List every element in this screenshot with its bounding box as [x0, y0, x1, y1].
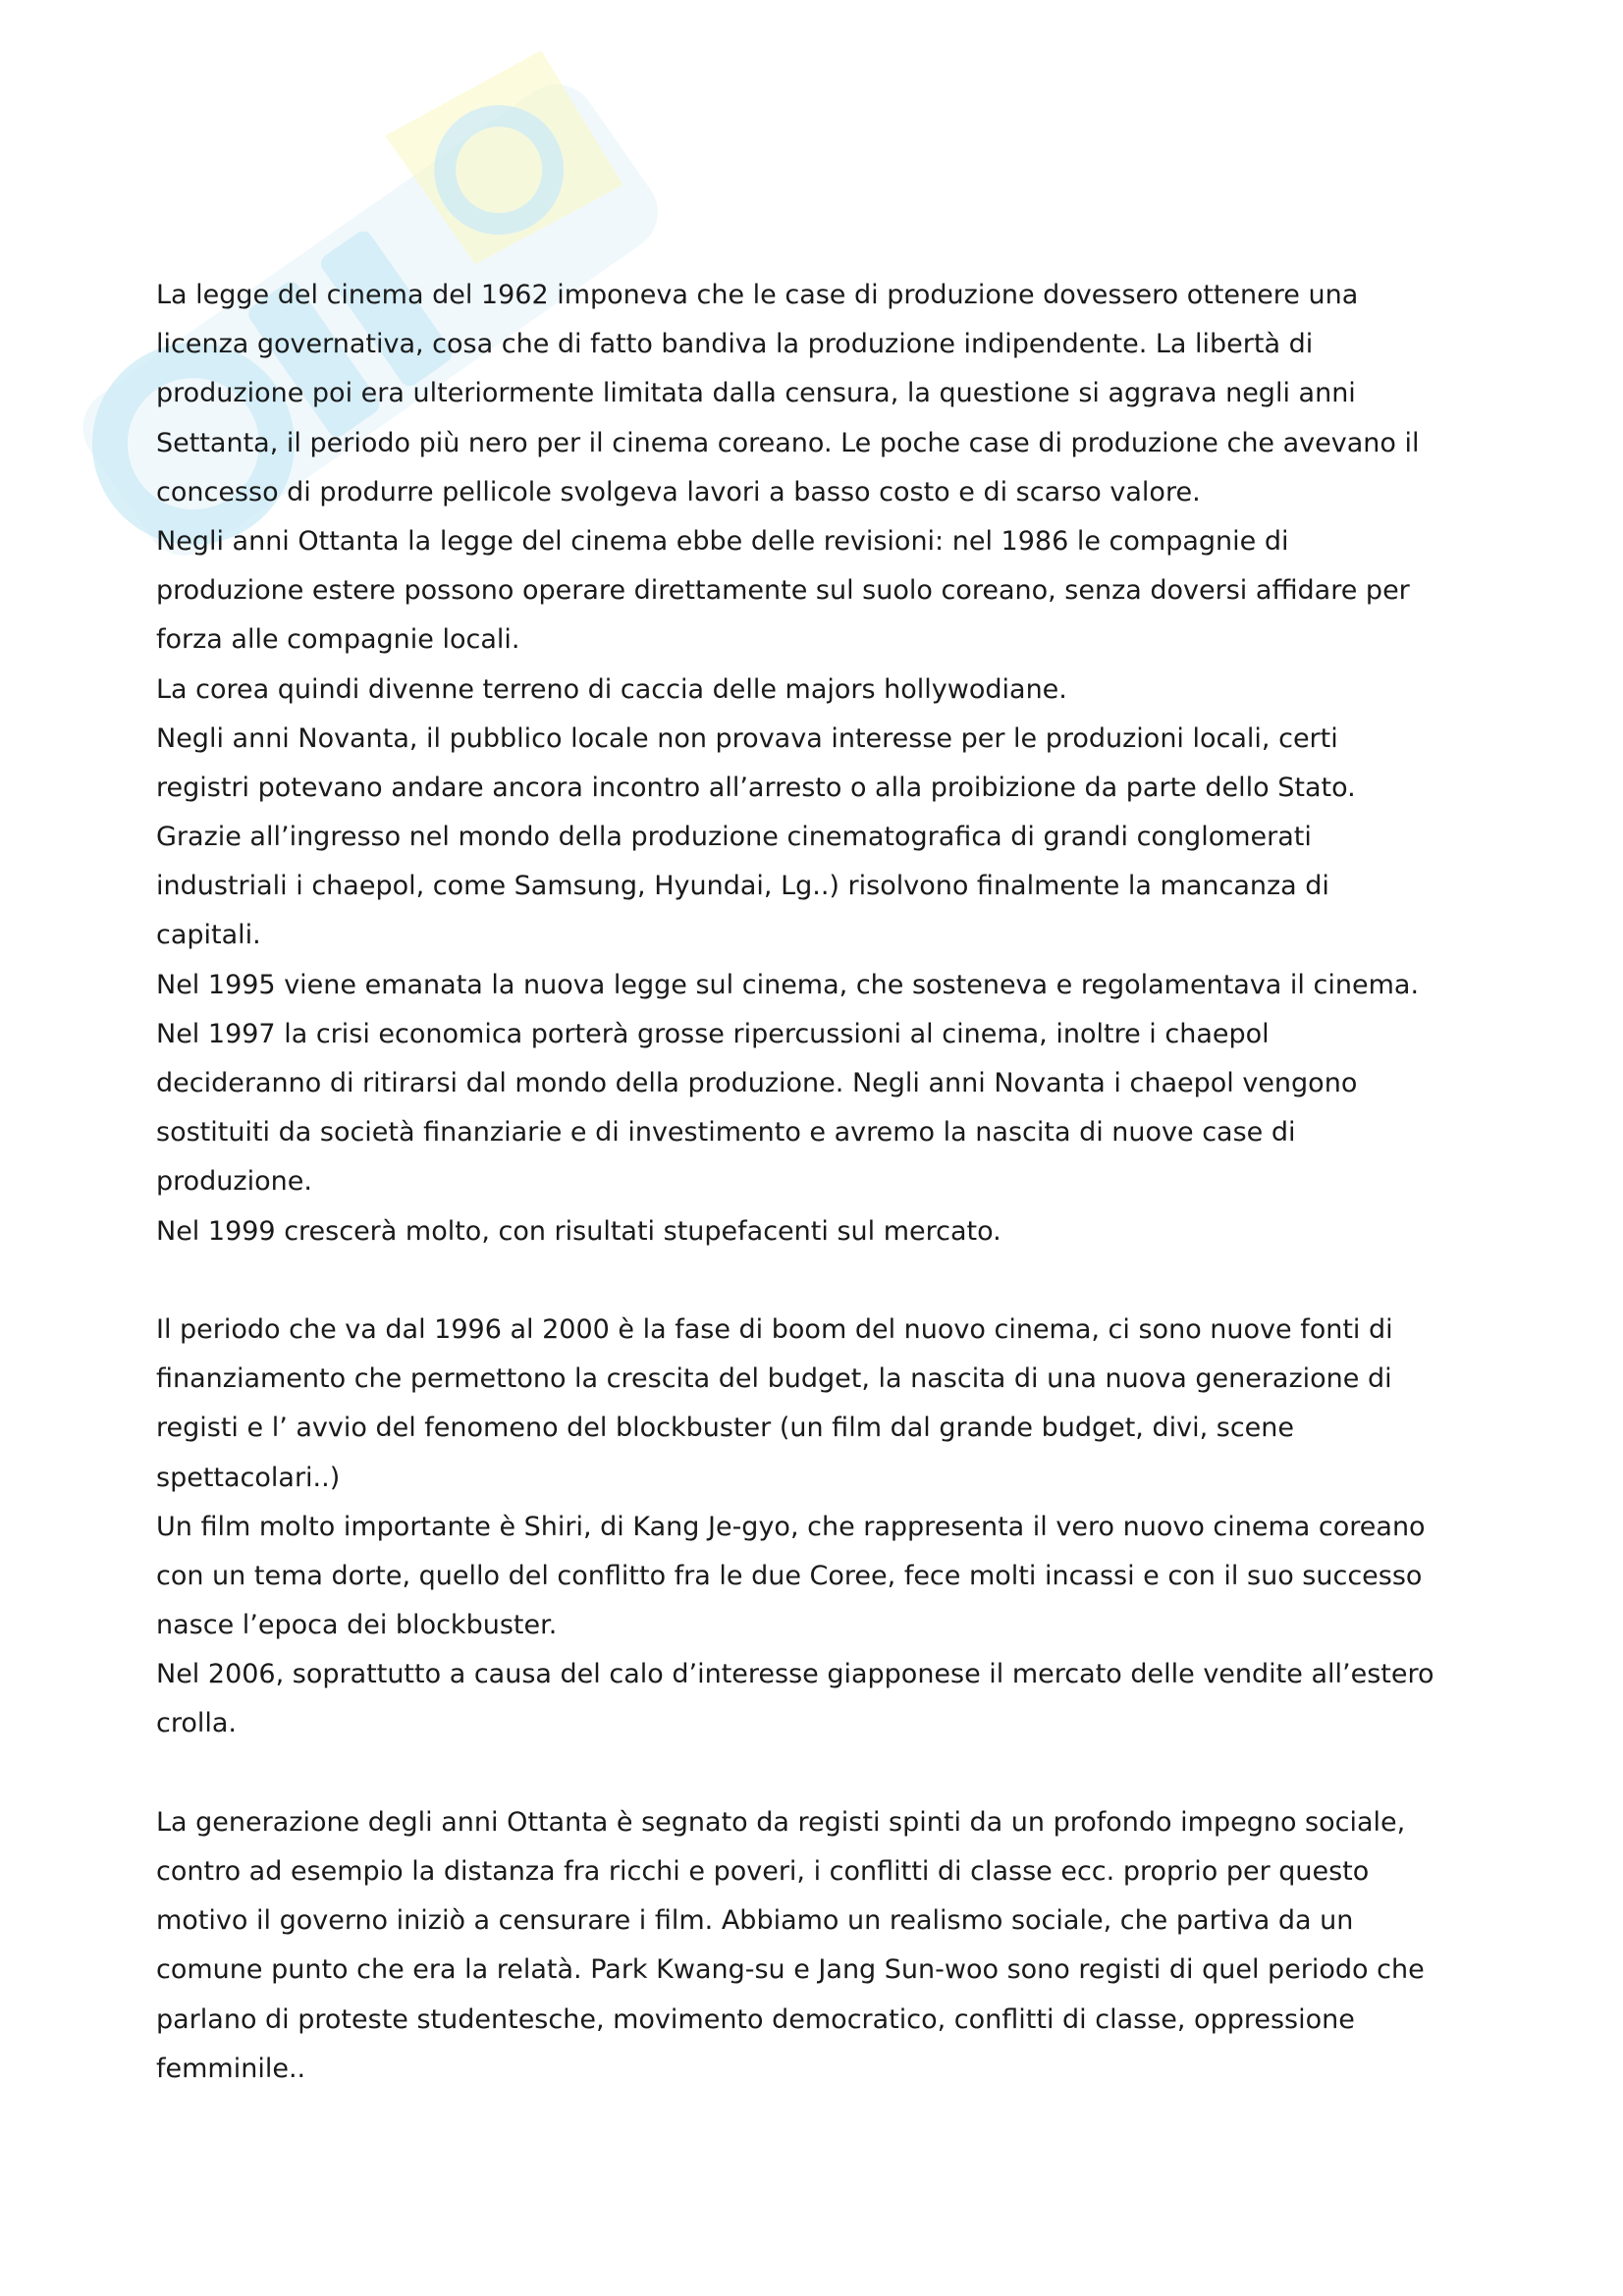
- text-line: motivo il governo iniziò a censurare i film. Abbiamo un realismo sociale, che partiva da un: [156, 1905, 1354, 1937]
- text-line: Settanta, il periodo più nero per il cinema coreano. Le poche case di produzione che avevano il: [156, 427, 1420, 458]
- text-line: Nel 1997 la crisi economica porterà grosse ripercussioni al cinema, inoltre i chaepol: [156, 1018, 1270, 1049]
- text-line: capitali.: [156, 920, 261, 951]
- text-line: spettacolari..): [156, 1462, 341, 1493]
- document-body: [156, 271, 1491, 2094]
- text-line: Grazie all’ingresso nel mondo della produzione cinematografica di grandi conglomerati: [156, 822, 1312, 853]
- text-line: produzione estere possono operare direttamente sul suolo coreano, senza doversi affidare per: [156, 575, 1410, 607]
- text-line: industriali i chaepol, come Samsung, Hyundai, Lg..) risolvono finalmente la mancanza di: [156, 871, 1329, 902]
- text-line: decideranno di ritirarsi dal mondo della produzione. Negli anni Novanta i chaepol vengono: [156, 1068, 1358, 1098]
- text-line: Negli anni Ottanta la legge del cinema ebbe delle revisioni: nel 1986 le compagnie di: [156, 525, 1289, 557]
- text-line: licenza governativa, cosa che di fatto bandiva la produzione indipendente. La libertà di: [156, 329, 1314, 360]
- text-line: femminile..: [156, 2053, 306, 2084]
- text-line: parlano di proteste studentesche, movimento democratico, conflitti di classe, oppressione: [156, 2003, 1355, 2035]
- text-line: sostituiti da società finanziarie e di investimento e avremo la nascita di nuove case di: [156, 1117, 1296, 1148]
- text-line: registri potevano andare ancora incontro all’arresto o alla proibizione da parte dello Stato.: [156, 772, 1356, 803]
- paragraph-gap: [156, 1256, 1491, 1306]
- text-line: produzione poi era ulteriormente limitata dalla censura, la questione si aggrava negli anni: [156, 378, 1356, 409]
- text-line: con un tema dorte, quello del conflitto fra le due Coree, fece molti incassi e con il suo successo: [156, 1560, 1423, 1591]
- paragraph-2: [156, 1306, 1491, 1749]
- text-line: produzione.: [156, 1166, 312, 1198]
- text-line: comune punto che era la relatà. Park Kwang-su e Jang Sun-woo sono registi di quel periodo che: [156, 1954, 1425, 1986]
- paragraph-1: [156, 271, 1491, 1256]
- text-line: nasce l’epoca dei blockbuster.: [156, 1610, 558, 1641]
- text-line: Negli anni Novanta, il pubblico locale non provava interesse per le produzioni locali, certi: [156, 722, 1338, 754]
- text-line: registi e l’ avvio del fenomeno del blockbuster (un film dal grande budget, divi, scene: [156, 1413, 1294, 1444]
- text-line: finanziamento che permettono la crescita del budget, la nascita di una nuova generazione di: [156, 1363, 1392, 1395]
- text-line: La corea quindi divenne terreno di caccia delle majors hollywodiane.: [156, 673, 1067, 705]
- text-line: concesso di produrre pellicole svolgeva lavori a basso costo e di scarso valore.: [156, 476, 1201, 507]
- text-line: contro ad esempio la distanza fra ricchi e poveri, i conflitti di classe ecc. proprio per questo: [156, 1856, 1370, 1887]
- text-line: Nel 2006, soprattutto a causa del calo d’interesse giapponese il mercato delle vendite all’estero: [156, 1659, 1434, 1690]
- text-line: La legge del cinema del 1962 imponeva che le case di produzione dovessero ottenere una: [156, 280, 1359, 310]
- paragraph-gap: [156, 1749, 1491, 1798]
- text-line: Nel 1995 viene emanata la nuova legge sul cinema, che sosteneva e regolamentava il cinema.: [156, 969, 1420, 1000]
- text-line: forza alle compagnie locali.: [156, 624, 520, 656]
- text-line: Nel 1999 crescerà molto, con risultati stupefacenti sul mercato.: [156, 1215, 1001, 1247]
- text-line: crolla.: [156, 1708, 238, 1739]
- paragraph-3: [156, 1798, 1491, 2094]
- text-line: Un film molto importante è Shiri, di Kang Je-gyo, che rappresenta il vero nuovo cinema coreano: [156, 1511, 1426, 1542]
- text-line: Il periodo che va dal 1996 al 2000 è la fase di boom del nuovo cinema, ci sono nuove fonti di: [156, 1313, 1393, 1345]
- text-line: La generazione degli anni Ottanta è segnato da registi spinti da un profondo impegno sociale,: [156, 1806, 1406, 1838]
